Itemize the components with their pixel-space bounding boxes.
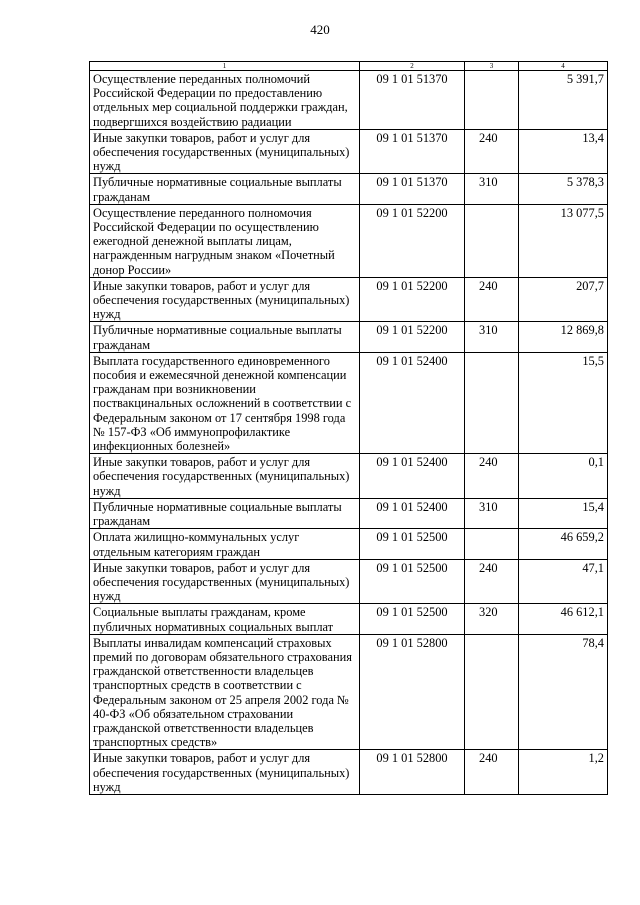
row-expense-type-cell <box>465 352 519 453</box>
row-expense-type-cell <box>465 204 519 277</box>
column-number: 4 <box>519 62 608 71</box>
row-expense-type-cell <box>465 634 519 750</box>
row-sum-cell: 15,4 <box>519 498 608 528</box>
table-row <box>90 750 608 795</box>
row-expense-type-cell: 310 <box>465 498 519 528</box>
row-name-cell: Публичные нормативные социальные выплаты гражданам <box>90 174 360 204</box>
row-sum-cell: 5 391,7 <box>519 71 608 130</box>
row-expense-type-cell: 240 <box>465 750 519 795</box>
table-row <box>90 454 608 499</box>
row-sum-cell: 13,4 <box>519 129 608 174</box>
row-sum-cell: 5 378,3 <box>519 174 608 204</box>
row-expense-type-cell: 310 <box>465 174 519 204</box>
row-name-cell: Иные закупки товаров, работ и услуг для обеспечения государственных (муниципальных) нужд <box>90 129 360 174</box>
row-code-cell: 09 1 01 51370 <box>360 71 465 130</box>
row-name-cell: Публичные нормативные социальные выплаты гражданам <box>90 498 360 528</box>
table-row <box>90 529 608 559</box>
row-sum-cell: 47,1 <box>519 559 608 604</box>
row-sum-cell: 46 612,1 <box>519 604 608 634</box>
row-code-cell: 09 1 01 52200 <box>360 277 465 322</box>
row-sum-cell: 0,1 <box>519 454 608 499</box>
row-name-cell: Социальные выплаты гражданам, кроме публичных нормативных социальных выплат <box>90 604 360 634</box>
row-expense-type-cell: 240 <box>465 277 519 322</box>
row-name-cell: Осуществление переданных полномочий Российской Федерации по предоставлению отдельных мер социальной поддержки граждан, подвергшихся воздействию радиации <box>90 71 360 130</box>
row-code-cell: 09 1 01 52500 <box>360 604 465 634</box>
row-name-cell: Осуществление переданного полномочия Российской Федерации по осуществлению ежегодной денежной выплаты лицам, награжденным нагрудным знаком «Почетный донор России» <box>90 204 360 277</box>
row-name-cell: Иные закупки товаров, работ и услуг для обеспечения государственных (муниципальных) нужд <box>90 559 360 604</box>
row-code-cell: 09 1 01 52500 <box>360 559 465 604</box>
table-row <box>90 352 608 453</box>
table-row <box>90 634 608 750</box>
row-expense-type-cell <box>465 71 519 130</box>
row-expense-type-cell: 310 <box>465 322 519 352</box>
column-number: 2 <box>360 62 465 71</box>
row-name-cell: Оплата жилищно-коммунальных услуг отдельным категориям граждан <box>90 529 360 559</box>
row-expense-type-cell: 320 <box>465 604 519 634</box>
row-code-cell: 09 1 01 51370 <box>360 174 465 204</box>
row-sum-cell: 207,7 <box>519 277 608 322</box>
table-row <box>90 204 608 277</box>
row-name-cell: Выплата государственного единовременного пособия и ежемесячной денежной компенсации гражданам при возникновении поствакцинальных осложнений в соответствии с Федеральным законом от 17 сентября 1998 года № 157-ФЗ «Об иммунопрофилактике инфекционных болезней» <box>90 352 360 453</box>
row-expense-type-cell <box>465 529 519 559</box>
table-row <box>90 174 608 204</box>
row-sum-cell: 46 659,2 <box>519 529 608 559</box>
budget-table <box>89 61 608 795</box>
row-code-cell: 09 1 01 52500 <box>360 529 465 559</box>
table-row <box>90 498 608 528</box>
row-expense-type-cell: 240 <box>465 454 519 499</box>
row-code-cell: 09 1 01 52400 <box>360 454 465 499</box>
table-row <box>90 322 608 352</box>
row-code-cell: 09 1 01 52800 <box>360 634 465 750</box>
row-name-cell: Иные закупки товаров, работ и услуг для обеспечения государственных (муниципальных) нужд <box>90 454 360 499</box>
row-name-cell: Выплаты инвалидам компенсаций страховых премий по договорам обязательного страхования гражданской ответственности владельцев транспортных средств в соответствии с Федеральным законом от 25 апреля 2002 года № 40-ФЗ «Об обязательном страховании гражданской ответственности владельцев транспортных средств» <box>90 634 360 750</box>
column-number: 3 <box>465 62 519 71</box>
column-number: 1 <box>90 62 360 71</box>
table-row <box>90 71 608 130</box>
table-row <box>90 277 608 322</box>
row-code-cell: 09 1 01 51370 <box>360 129 465 174</box>
row-code-cell: 09 1 01 52400 <box>360 498 465 528</box>
row-sum-cell: 1,2 <box>519 750 608 795</box>
row-sum-cell: 13 077,5 <box>519 204 608 277</box>
row-name-cell: Публичные нормативные социальные выплаты гражданам <box>90 322 360 352</box>
page-number: 420 <box>310 22 330 37</box>
row-code-cell: 09 1 01 52200 <box>360 322 465 352</box>
table-row <box>90 559 608 604</box>
row-sum-cell: 78,4 <box>519 634 608 750</box>
column-number-row <box>90 62 608 71</box>
row-expense-type-cell: 240 <box>465 129 519 174</box>
row-name-cell: Иные закупки товаров, работ и услуг для обеспечения государственных (муниципальных) нужд <box>90 750 360 795</box>
row-name-cell: Иные закупки товаров, работ и услуг для обеспечения государственных (муниципальных) нужд <box>90 277 360 322</box>
row-sum-cell: 15,5 <box>519 352 608 453</box>
row-expense-type-cell: 240 <box>465 559 519 604</box>
row-sum-cell: 12 869,8 <box>519 322 608 352</box>
table-row <box>90 604 608 634</box>
row-code-cell: 09 1 01 52200 <box>360 204 465 277</box>
table-row <box>90 129 608 174</box>
row-code-cell: 09 1 01 52800 <box>360 750 465 795</box>
row-code-cell: 09 1 01 52400 <box>360 352 465 453</box>
